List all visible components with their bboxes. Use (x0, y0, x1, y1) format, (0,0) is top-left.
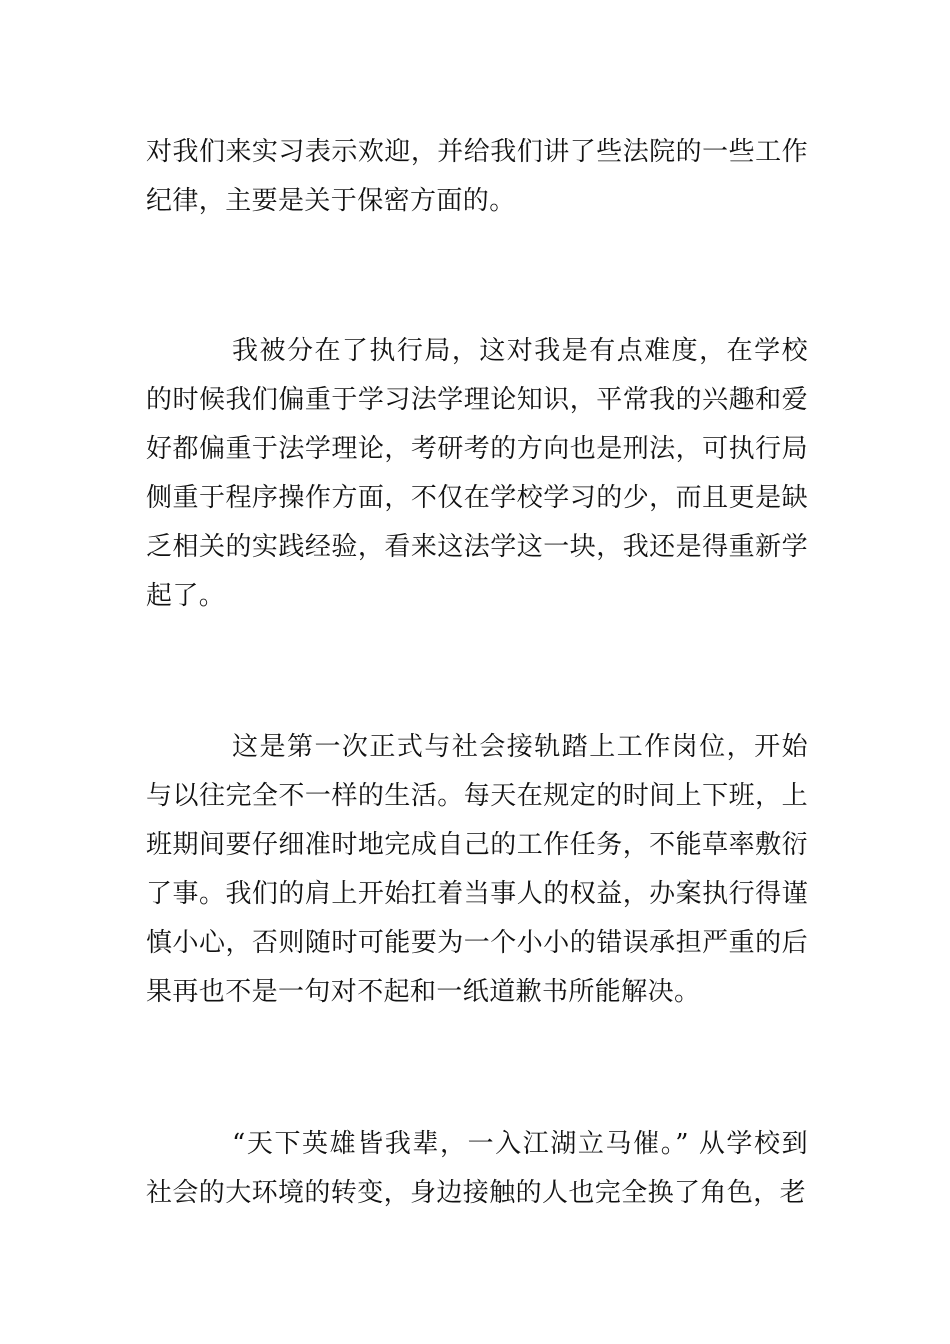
paragraph-quote: “天下英雄皆我辈，一入江湖立马催。” 从学校到社会的大环境的转变，身边接触的人也完全换了角色，老 (146, 1129, 808, 1208)
paragraph-continuation: 对我们来实习表示欢迎，并给我们讲了些法院的一些工作纪律，主要是关于保密方面的。 (146, 137, 808, 216)
paragraph-first-job: 这是第一次正式与社会接轨踏上工作岗位，开始与以往完全不一样的生活。每天在规定的时间上下班，上班期间要仔细准时地完成自己的工作任务，不能草率敷衍了事。我们的肩上开始扛着当事人的权益，办案执行得谨慎小心，否则随时可能要为一个小小的错误承担严重的后果再也不是一句对不起和一纸道歉书所能解决。 (146, 732, 808, 1007)
paragraph-execution-bureau: 我被分在了执行局，这对我是有点难度，在学校的时候我们偏重于学习法学理论知识，平常我的兴趣和爱好都偏重于法学理论，考研考的方向也是刑法，可执行局侧重于程序操作方面，不仅在学校学习的少，而且更是缺乏相关的实践经验，看来这法学这一块，我还是得重新学起了。 (146, 336, 808, 611)
